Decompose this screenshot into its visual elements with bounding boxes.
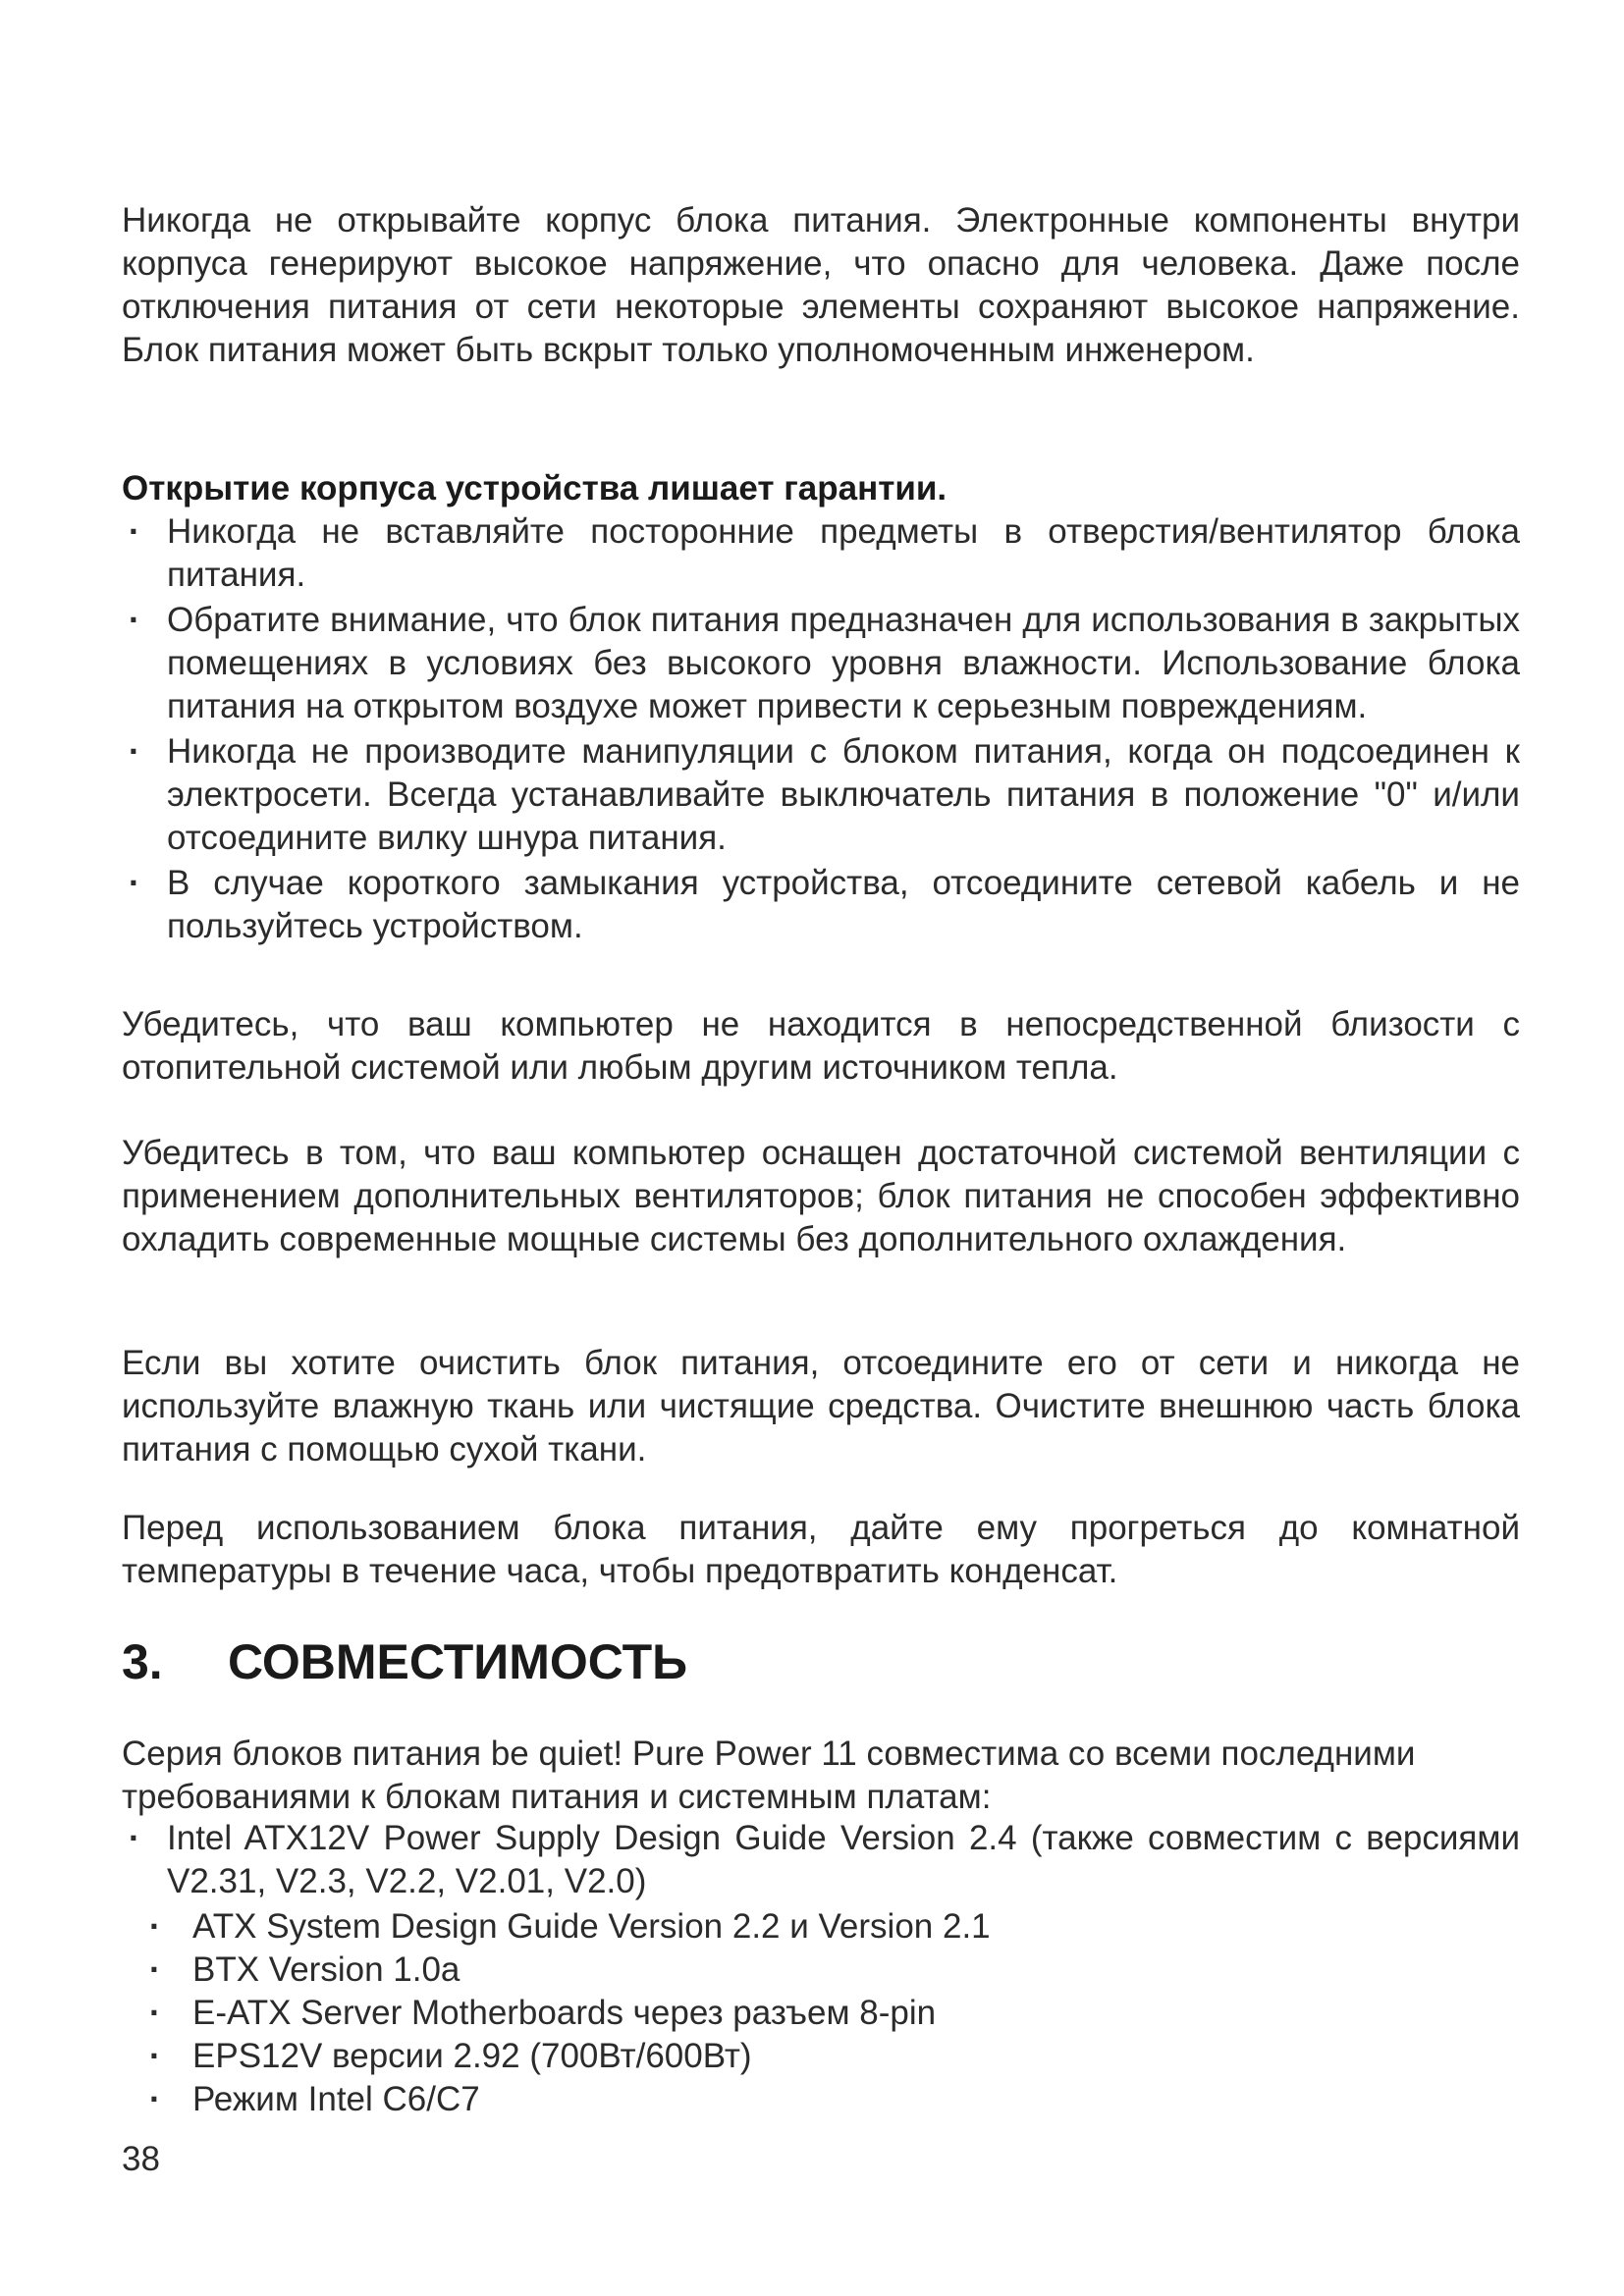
list-item: · E-ATX Server Motherboards через разъем 8-pin <box>122 1992 1520 2035</box>
section-intro: Серия блоков питания be quiet! Pure Power 11 совместима со всеми последними требованиями к блокам питания и системным платам: <box>122 1735 1416 1816</box>
list-item: · EPS12V версии 2.92 (700Вт/600Вт) <box>122 2035 1520 2078</box>
list-item: · BTX Version 1.0a <box>122 1949 1520 1992</box>
temperature-paragraph: Перед использованием блока питания, дайте ему прогреться до комнатной температуры в течение часа, чтобы предотвратить конденсат. <box>122 1509 1520 1590</box>
list-item: · Обратите внимание, что блок питания предназначен для использования в закрытых помещениях в условиях без высокого уровня влажности. Использование блока питания на открытом воздухе может привести к серьезным повреждениям. <box>122 599 1520 728</box>
section-heading <box>122 1632 687 1691</box>
ventilation-paragraph: Убедитесь в том, что ваш компьютер оснащен достаточной системой вентиляции с применением дополнительных вентиляторов; блок питания не способен эффективно охладить современные мощные системы без дополнительного охлаждения. <box>122 1134 1520 1258</box>
list-item: · Никогда не вставляйте посторонние предметы в отверстия/вентилятор блока питания. <box>122 510 1520 597</box>
cleaning-paragraph: Если вы хотите очистить блок питания, отсоедините его от сети и никогда не используйте влажную ткань или чистящие средства. Очистите внешнюю часть блока питания с помощью сухой ткани. <box>122 1344 1520 1468</box>
compatibility-list <box>122 1817 1520 1905</box>
section-number: 3. <box>122 1634 163 1689</box>
list-item: · Никогда не производите манипуляции с блоком питания, когда он подсоединен к электросети. Всегда устанавливайте выключатель питания в положение "0" и/или отсоедините вилку шнура питания. <box>122 730 1520 860</box>
list-item: · Режим Intel C6/C7 <box>122 2078 1520 2121</box>
warranty-warning: Открытие корпуса устройства лишает гарантии. <box>122 469 947 507</box>
section-title: СОВМЕСТИМОСТЬ <box>228 1634 688 1689</box>
page-number: 38 <box>122 2140 160 2178</box>
list-item: · Intel ATX12V Power Supply Design Guide Version 2.4 (также совместим с версиями V2.31, V2.3, V2.2, V2.01, V2.0) <box>122 1817 1520 1903</box>
heat-paragraph: Убедитесь, что ваш компьютер не находится в непосредственной близости с отопительной системой или любым другим источником тепла. <box>122 1005 1520 1087</box>
compatibility-sub-list <box>122 1905 1520 2121</box>
list-item: · ATX System Design Guide Version 2.2 и Version 2.1 <box>122 1905 1520 1949</box>
safety-bullet-list <box>122 510 1520 950</box>
intro-paragraph: Никогда не открывайте корпус блока питания. Электронные компоненты внутри корпуса генерируют высокое напряжение, что опасно для человека. Даже после отключения питания от сети некоторые элементы сохраняют высокое напряжение. Блок питания может быть вскрыт только уполномоченным инженером. <box>122 201 1520 369</box>
list-item: · В случае короткого замыкания устройства, отсоедините сетевой кабель и не пользуйтесь устройством. <box>122 862 1520 948</box>
